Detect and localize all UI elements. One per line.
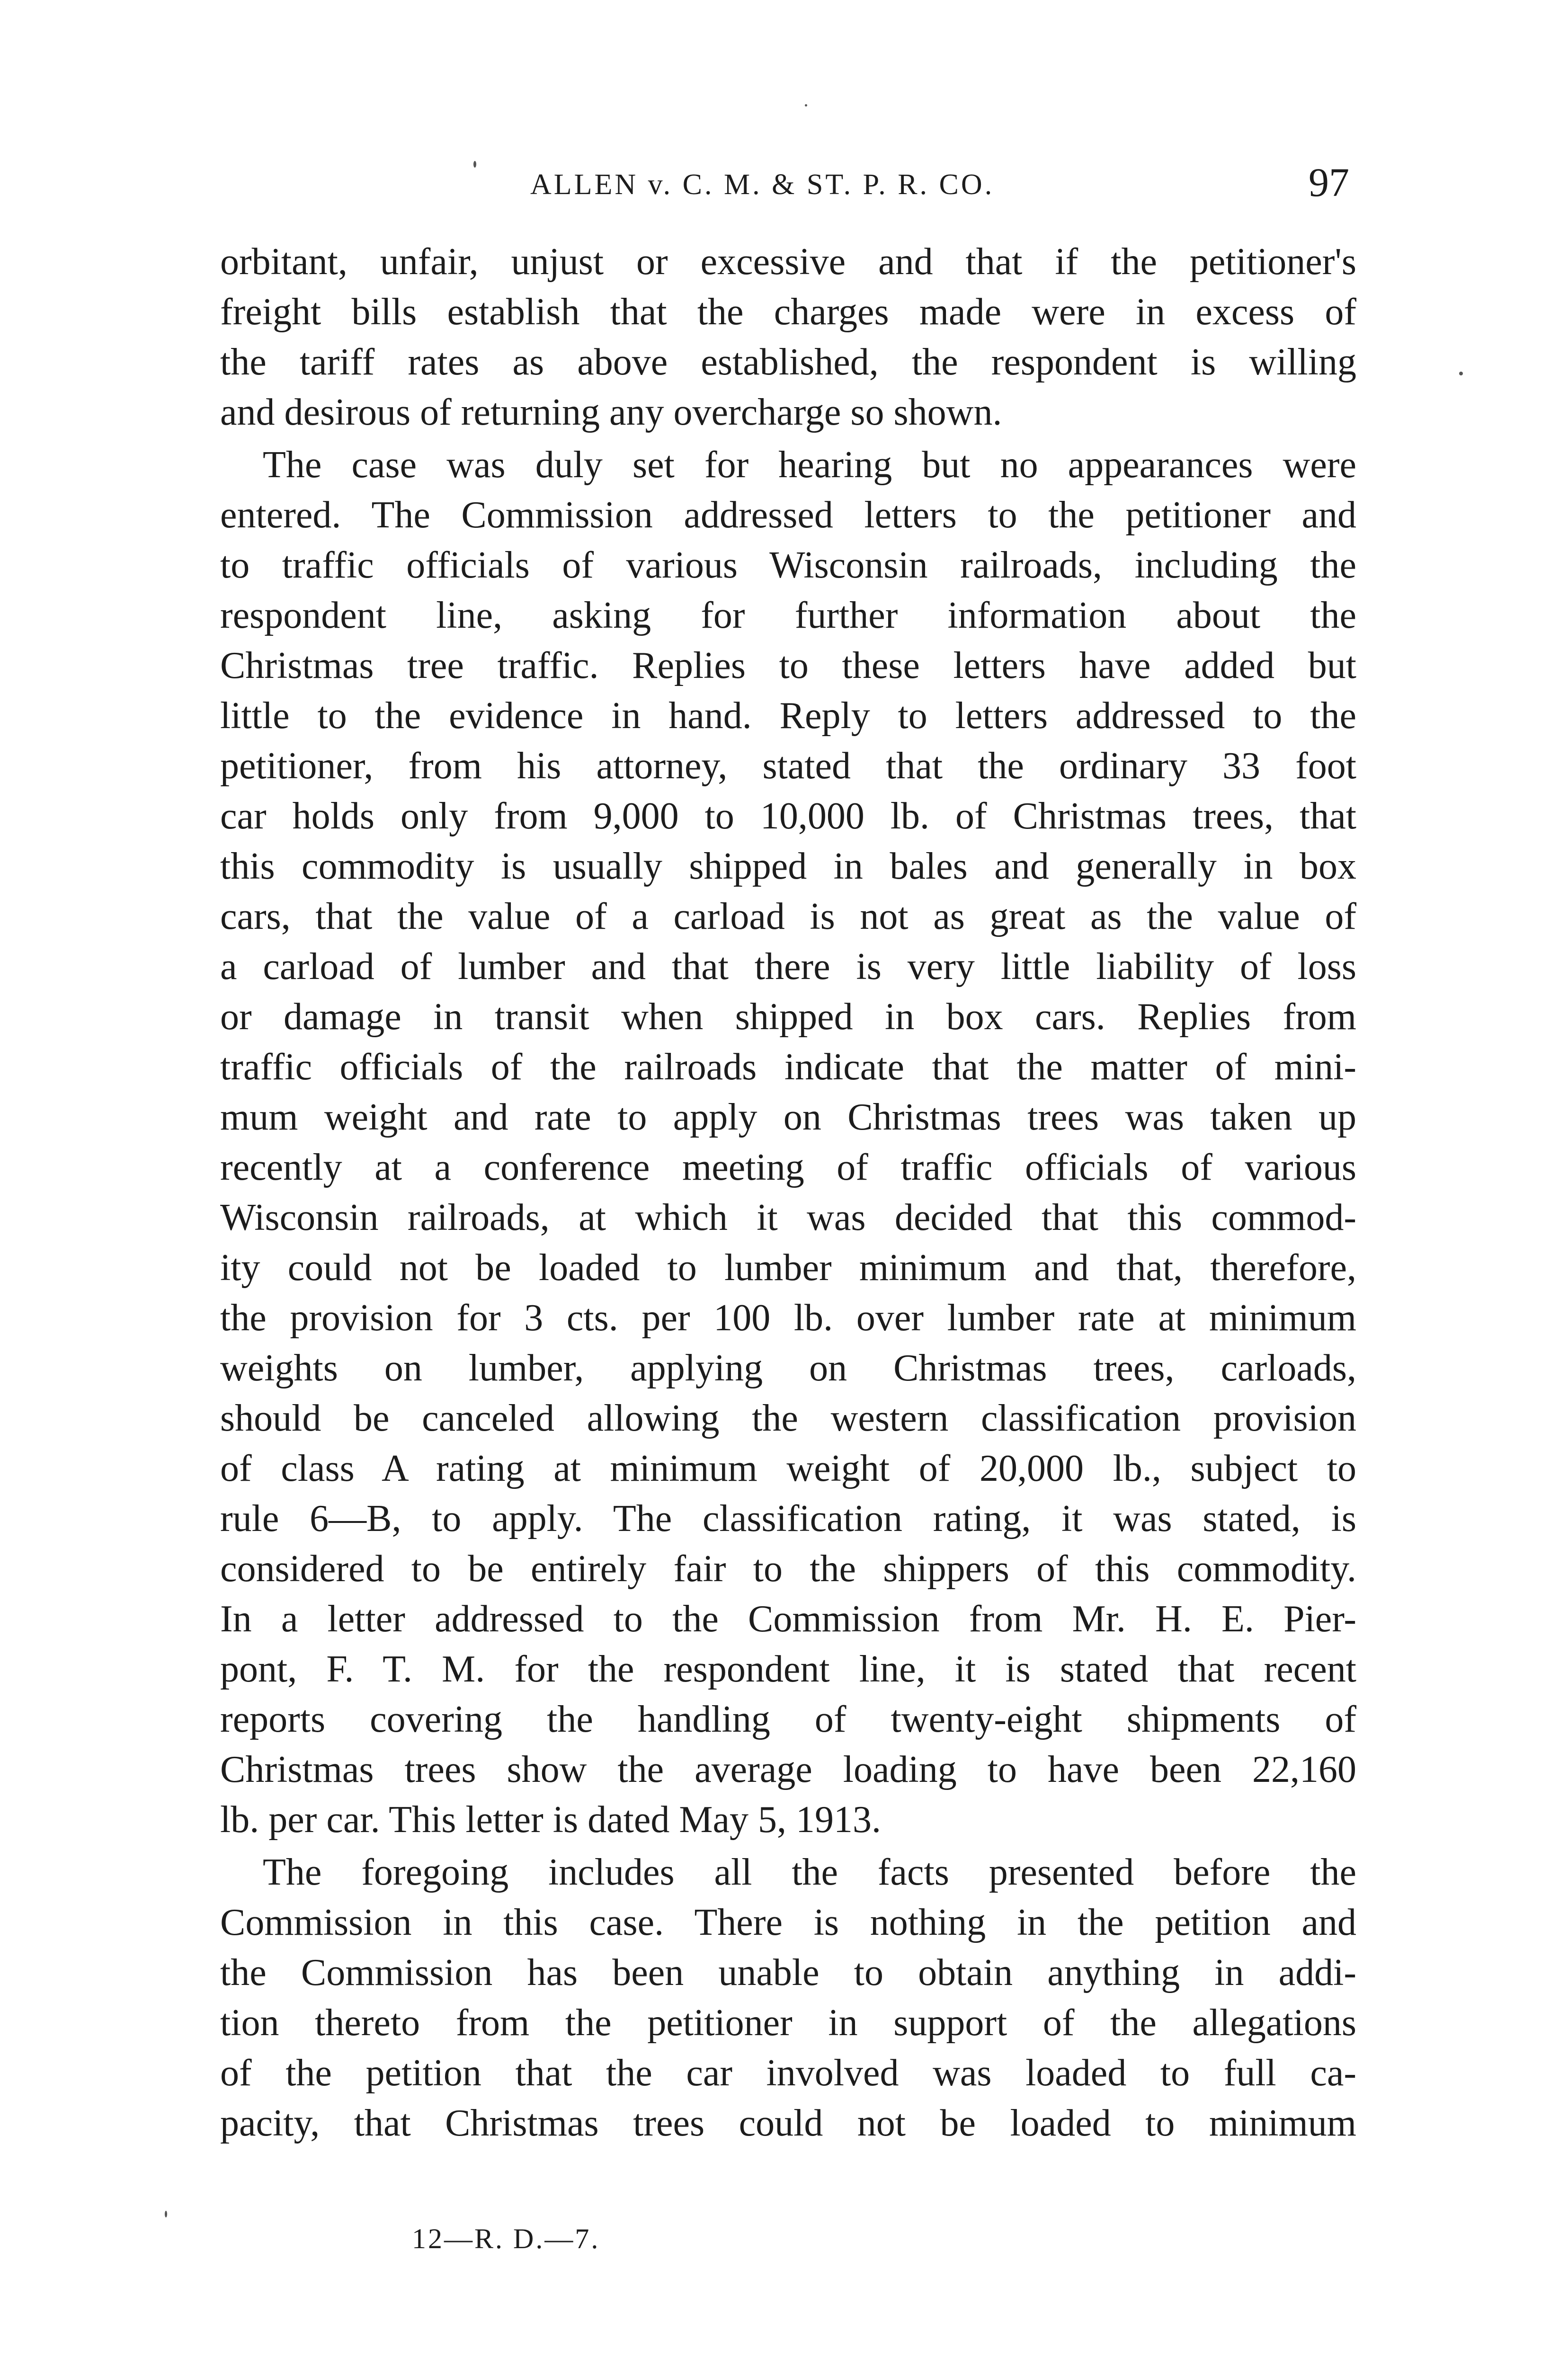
text-line: Christmas trees show the average loading to have been 22,160 <box>220 1749 1356 1790</box>
text-line: of class A rating at minimum weight of 20,000 lb., subject to <box>220 1448 1356 1489</box>
text-line: The foregoing includes all the facts presented before the <box>263 1851 1356 1893</box>
text-line: considered to be entirely fair to the shippers of this commodity. <box>220 1548 1356 1590</box>
text-line: Wisconsin railroads, at which it was decided that this commod- <box>220 1197 1356 1238</box>
text-line: this commodity is usually shipped in bales and generally in box <box>220 845 1356 887</box>
text-line: to traffic officials of various Wisconsin railroads, including the <box>220 544 1356 586</box>
text-line: the provision for 3 cts. per 100 lb. over lumber rate at minimum <box>220 1297 1356 1339</box>
text-line: The case was duly set for hearing but no appearances were <box>263 444 1356 486</box>
signature-mark: 12—R. D.—7. <box>412 2223 600 2254</box>
text-line: reports covering the handling of twenty-eight shipments of <box>220 1699 1356 1740</box>
text-line: and desirous of returning any overcharge so shown. <box>220 392 1002 433</box>
text-line: recently at a conference meeting of traffic officials of various <box>220 1147 1356 1188</box>
paragraph-3 <box>220 1847 1356 2148</box>
text-line: of the petition that the car involved was loaded to full ca- <box>220 2052 1356 2094</box>
scan-speck <box>1459 372 1463 375</box>
text-line: ity could not be loaded to lumber minimum and that, therefore, <box>220 1247 1356 1289</box>
scan-speck <box>473 161 476 168</box>
running-title: ALLEN v. C. M. & ST. P. R. CO. <box>530 169 995 201</box>
text-line: a carload of lumber and that there is very little liability of loss <box>220 946 1356 988</box>
body-text <box>220 237 1356 2151</box>
text-line: the Commission has been unable to obtain anything in addi- <box>220 1952 1356 1993</box>
text-line: rule 6—B, to apply. The classification rating, it was stated, is <box>220 1498 1356 1539</box>
text-line: mum weight and rate to apply on Christmas trees was taken up <box>220 1096 1356 1138</box>
text-line: freight bills establish that the charges made were in excess of <box>220 291 1356 333</box>
text-line: petitioner, from his attorney, stated that the ordinary 33 foot <box>220 745 1356 787</box>
text-line: little to the evidence in hand. Reply to letters addressed to the <box>220 695 1356 737</box>
text-line: should be canceled allowing the western classification provision <box>220 1397 1356 1439</box>
text-line: lb. per car. This letter is dated May 5, 1913. <box>220 1799 881 1841</box>
text-line: Commission in this case. There is nothing in the petition and <box>220 1902 1356 1943</box>
text-line: entered. The Commission addressed letters to the petitioner and <box>220 494 1356 536</box>
text-line: weights on lumber, applying on Christmas trees, carloads, <box>220 1347 1356 1389</box>
text-line: orbitant, unfair, unjust or excessive and that if the petitioner's <box>220 241 1356 283</box>
text-line: traffic officials of the railroads indicate that the matter of mini- <box>220 1046 1356 1088</box>
scan-speck <box>805 104 807 107</box>
text-line: tion thereto from the petitioner in support of the allegations <box>220 2002 1356 2044</box>
text-line: cars, that the value of a carload is not as great as the value of <box>220 896 1356 937</box>
text-line: pacity, that Christmas trees could not be loaded to minimum <box>220 2102 1356 2144</box>
text-line: the tariff rates as above established, the respondent is willing <box>220 341 1356 383</box>
text-line: or damage in transit when shipped in box cars. Replies from <box>220 996 1356 1038</box>
text-line: car holds only from 9,000 to 10,000 lb. of Christmas trees, that <box>220 795 1356 837</box>
text-line: In a letter addressed to the Commission from Mr. H. E. Pier- <box>220 1598 1356 1640</box>
text-line: respondent line, asking for further information about the <box>220 595 1356 636</box>
running-head <box>223 159 1359 215</box>
text-line: Christmas tree traffic. Replies to these letters have added but <box>220 645 1356 686</box>
paragraph-2 <box>220 440 1356 1845</box>
text-line: pont, F. T. M. for the respondent line, it is stated that recent <box>220 1648 1356 1690</box>
paragraph-1 <box>220 237 1356 437</box>
page-number: 97 <box>1309 160 1349 205</box>
scan-speck <box>165 2211 167 2217</box>
